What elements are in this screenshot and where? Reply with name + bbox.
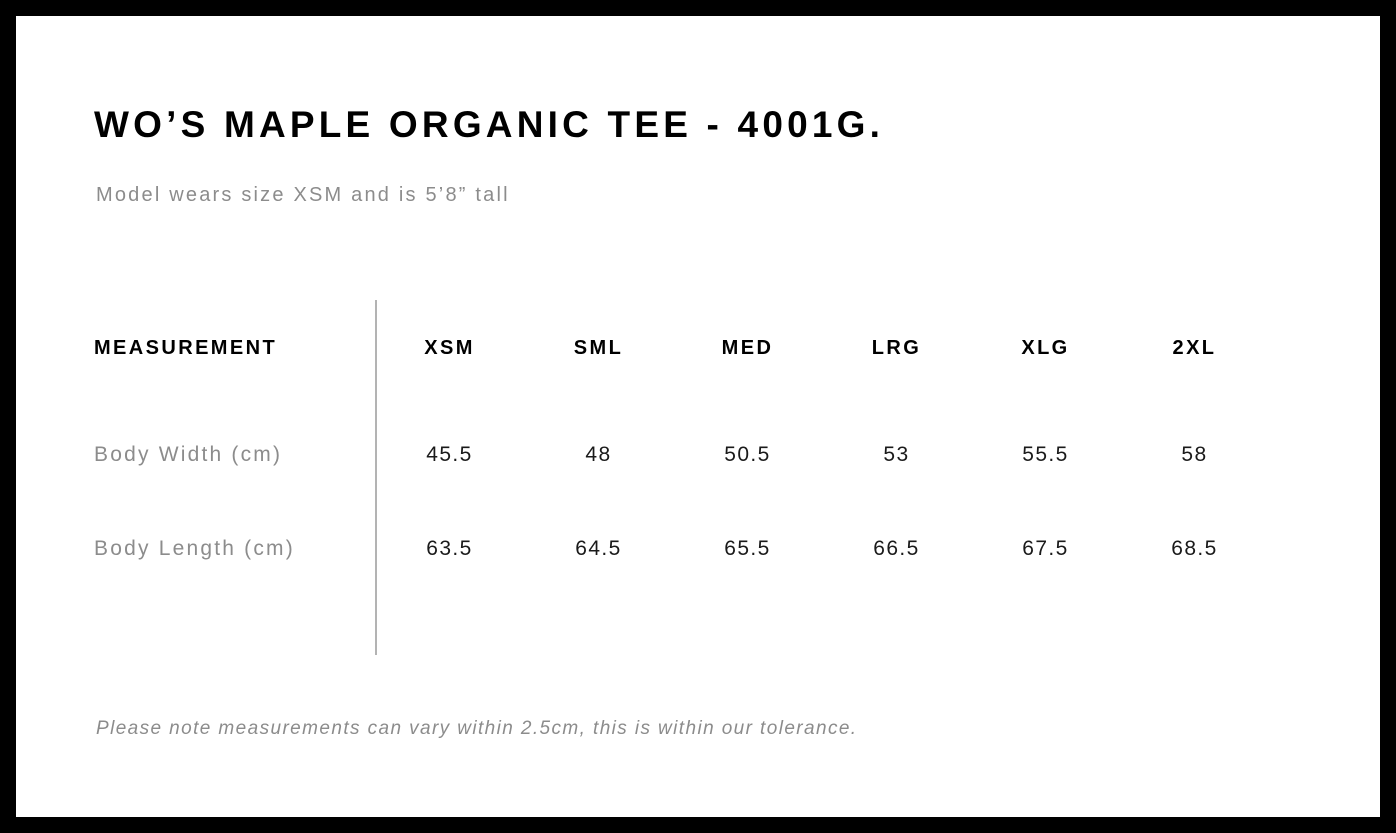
cell-body-width-xlg: 55.5: [1022, 443, 1069, 466]
row-label-body-length: Body Length (cm): [94, 537, 295, 560]
column-header-med: MED: [721, 336, 774, 359]
tolerance-note: Please note measurements can vary within 2.5cm, this is within our tolerance.: [96, 718, 858, 739]
column-header-measurement: MEASUREMENT: [94, 336, 278, 359]
table-head: [94, 288, 1269, 408]
cell-body-length-lrg: 66.5: [873, 537, 920, 560]
column-header-lrg: LRG: [871, 336, 922, 359]
column-header-sml: SML: [573, 336, 624, 359]
table-body: [94, 408, 1269, 596]
column-header-xlg: XLG: [1021, 336, 1070, 359]
cell-body-width-2xl: 58: [1181, 443, 1208, 466]
cell-body-width-sml: 48: [585, 443, 612, 466]
cell-body-length-med: 65.5: [724, 537, 771, 560]
cell-body-width-med: 50.5: [724, 443, 771, 466]
cell-body-length-sml: 64.5: [575, 537, 622, 560]
page-title: WO’S MAPLE ORGANIC TEE - 4001G.: [94, 104, 885, 145]
cell-body-width-xsm: 45.5: [426, 443, 473, 466]
table-row: [94, 408, 1269, 502]
cell-body-length-xlg: 67.5: [1022, 537, 1069, 560]
size-chart: [94, 288, 1294, 596]
table-row: [94, 502, 1269, 596]
column-header-xsm: XSM: [424, 336, 475, 359]
column-header-2xl: 2XL: [1172, 336, 1217, 359]
model-info-subtitle: Model wears size XSM and is 5’8” tall: [96, 184, 510, 206]
cell-body-width-lrg: 53: [883, 443, 910, 466]
size-guide-page: [16, 16, 1380, 817]
content-area: [94, 16, 1294, 817]
header-row: [94, 288, 1269, 408]
size-table: [94, 288, 1269, 596]
cell-body-length-2xl: 68.5: [1171, 537, 1218, 560]
row-label-body-width: Body Width (cm): [94, 443, 283, 466]
vertical-divider: [375, 300, 377, 655]
cell-body-length-xsm: 63.5: [426, 537, 473, 560]
